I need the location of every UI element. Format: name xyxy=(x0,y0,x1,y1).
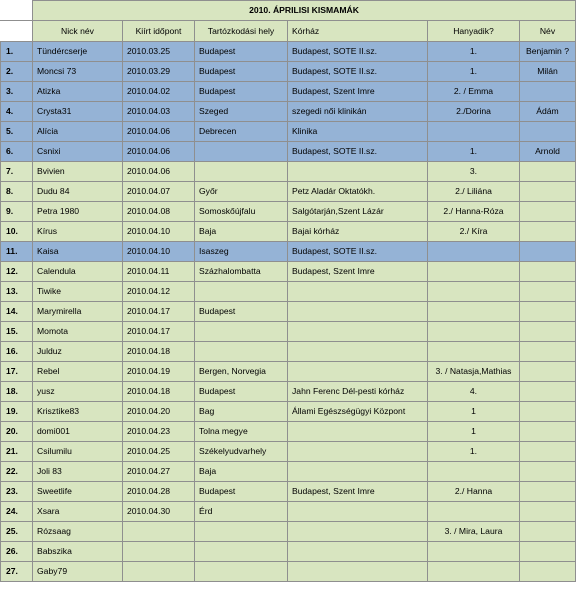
table-row xyxy=(1,242,576,262)
date-cell: 2010.04.02 xyxy=(123,82,195,102)
date-cell xyxy=(123,542,195,562)
header-date: Kiírt időpont xyxy=(123,21,195,42)
which-cell: 3. xyxy=(428,162,520,182)
date-cell: 2010.04.10 xyxy=(123,242,195,262)
row-number: 8. xyxy=(1,182,33,202)
hospital-cell xyxy=(288,542,428,562)
place-cell: Budapest xyxy=(195,42,288,62)
which-cell: 3. / Mira, Laura xyxy=(428,522,520,542)
hospital-cell: Salgótarján,Szent Lázár xyxy=(288,202,428,222)
place-cell: Győr xyxy=(195,182,288,202)
row-number: 3. xyxy=(1,82,33,102)
date-cell: 2010.04.17 xyxy=(123,322,195,342)
place-cell: Budapest xyxy=(195,62,288,82)
place-cell: Debrecen xyxy=(195,122,288,142)
row-number: 6. xyxy=(1,142,33,162)
row-number: 16. xyxy=(1,342,33,362)
which-cell: 2./ Liliána xyxy=(428,182,520,202)
table-row xyxy=(1,142,576,162)
table-title: 2010. ÁPRILISI KISMAMÁK xyxy=(33,1,576,21)
nick-cell: Rebel xyxy=(33,362,123,382)
row-number: 12. xyxy=(1,262,33,282)
place-cell xyxy=(195,542,288,562)
hospital-cell xyxy=(288,362,428,382)
name-cell xyxy=(520,562,576,582)
row-number: 15. xyxy=(1,322,33,342)
place-cell: Bag xyxy=(195,402,288,422)
hospital-cell xyxy=(288,422,428,442)
hospital-cell: Jahn Ferenc Dél-pesti kórház xyxy=(288,382,428,402)
header-place: Tartózkodási hely xyxy=(195,21,288,42)
date-cell: 2010.04.06 xyxy=(123,142,195,162)
which-cell xyxy=(428,342,520,362)
hospital-cell xyxy=(288,502,428,522)
table-row xyxy=(1,302,576,322)
name-cell xyxy=(520,462,576,482)
which-cell xyxy=(428,282,520,302)
header-name: Név xyxy=(520,21,576,42)
which-cell: 2./Dorina xyxy=(428,102,520,122)
header-corner xyxy=(1,21,33,42)
place-cell: Bergen, Norvegia xyxy=(195,362,288,382)
nick-cell: Moncsi 73 xyxy=(33,62,123,82)
which-cell xyxy=(428,262,520,282)
nick-cell: Joli 83 xyxy=(33,462,123,482)
which-cell: 2./ Kíra xyxy=(428,222,520,242)
place-cell: Érd xyxy=(195,502,288,522)
row-number: 2. xyxy=(1,62,33,82)
date-cell: 2010.04.11 xyxy=(123,262,195,282)
hospital-cell: Budapest, SOTE II.sz. xyxy=(288,142,428,162)
name-cell: Benjamin ? xyxy=(520,42,576,62)
table-row xyxy=(1,202,576,222)
name-cell xyxy=(520,242,576,262)
hospital-cell xyxy=(288,522,428,542)
nick-cell: Atizka xyxy=(33,82,123,102)
row-number: 4. xyxy=(1,102,33,122)
date-cell: 2010.04.18 xyxy=(123,382,195,402)
hospital-cell: Budapest, SOTE II.sz. xyxy=(288,42,428,62)
header-nick: Nick név xyxy=(33,21,123,42)
name-cell xyxy=(520,262,576,282)
row-number: 25. xyxy=(1,522,33,542)
place-cell: Budapest xyxy=(195,482,288,502)
name-cell: Milán xyxy=(520,62,576,82)
name-cell xyxy=(520,522,576,542)
place-cell: Székelyudvarhely xyxy=(195,442,288,462)
table-row xyxy=(1,502,576,522)
which-cell xyxy=(428,462,520,482)
nick-cell: Rózsaag xyxy=(33,522,123,542)
nick-cell: Julduz xyxy=(33,342,123,362)
name-cell xyxy=(520,162,576,182)
name-cell xyxy=(520,342,576,362)
place-cell xyxy=(195,562,288,582)
date-cell xyxy=(123,562,195,582)
date-cell: 2010.04.18 xyxy=(123,342,195,362)
table-row xyxy=(1,82,576,102)
hospital-cell xyxy=(288,302,428,322)
nick-cell: Marymirella xyxy=(33,302,123,322)
hospital-cell: szegedi női klinikán xyxy=(288,102,428,122)
name-cell xyxy=(520,202,576,222)
nick-cell: domi001 xyxy=(33,422,123,442)
name-cell: Arnold xyxy=(520,142,576,162)
date-cell: 2010.04.17 xyxy=(123,302,195,322)
nick-cell: Csilumilu xyxy=(33,442,123,462)
nick-cell: Crysta31 xyxy=(33,102,123,122)
hospital-cell: Bajai kórház xyxy=(288,222,428,242)
table-row xyxy=(1,382,576,402)
place-cell: Százhalombatta xyxy=(195,262,288,282)
table-row xyxy=(1,182,576,202)
hospital-cell xyxy=(288,342,428,362)
name-cell xyxy=(520,322,576,342)
nick-cell: Petra 1980 xyxy=(33,202,123,222)
date-cell xyxy=(123,522,195,542)
table-row xyxy=(1,522,576,542)
table-row xyxy=(1,442,576,462)
table-row xyxy=(1,462,576,482)
nick-cell: yusz xyxy=(33,382,123,402)
date-cell: 2010.04.30 xyxy=(123,502,195,522)
row-number: 17. xyxy=(1,362,33,382)
row-number: 19. xyxy=(1,402,33,422)
date-cell: 2010.04.20 xyxy=(123,402,195,422)
nick-cell: Tündércserje xyxy=(33,42,123,62)
date-cell: 2010.04.25 xyxy=(123,442,195,462)
name-cell xyxy=(520,282,576,302)
place-cell xyxy=(195,142,288,162)
table-row xyxy=(1,342,576,362)
row-number: 21. xyxy=(1,442,33,462)
name-cell xyxy=(520,122,576,142)
row-number: 18. xyxy=(1,382,33,402)
place-cell: Isaszeg xyxy=(195,242,288,262)
which-cell xyxy=(428,502,520,522)
row-number: 10. xyxy=(1,222,33,242)
which-cell: 1. xyxy=(428,42,520,62)
hospital-cell xyxy=(288,462,428,482)
table-row xyxy=(1,322,576,342)
table-row xyxy=(1,282,576,302)
hospital-cell: Budapest, SOTE II.sz. xyxy=(288,62,428,82)
which-cell: 1. xyxy=(428,142,520,162)
row-number: 14. xyxy=(1,302,33,322)
row-number: 5. xyxy=(1,122,33,142)
date-cell: 2010.04.07 xyxy=(123,182,195,202)
row-number: 22. xyxy=(1,462,33,482)
which-cell: 2. / Emma xyxy=(428,82,520,102)
nick-cell: Gaby79 xyxy=(33,562,123,582)
table-row xyxy=(1,102,576,122)
row-number: 9. xyxy=(1,202,33,222)
place-cell: Budapest xyxy=(195,82,288,102)
name-cell xyxy=(520,502,576,522)
name-cell xyxy=(520,402,576,422)
hospital-cell: Petz Aladár Oktatókh. xyxy=(288,182,428,202)
name-cell xyxy=(520,182,576,202)
table-row xyxy=(1,62,576,82)
table-row xyxy=(1,222,576,242)
name-cell xyxy=(520,382,576,402)
which-cell: 1 xyxy=(428,422,520,442)
nick-cell: Bvivien xyxy=(33,162,123,182)
date-cell: 2010.04.06 xyxy=(123,162,195,182)
place-cell: Szeged xyxy=(195,102,288,122)
hospital-cell xyxy=(288,162,428,182)
which-cell xyxy=(428,302,520,322)
which-cell xyxy=(428,542,520,562)
date-cell: 2010.04.23 xyxy=(123,422,195,442)
hospital-cell xyxy=(288,562,428,582)
which-cell: 3. / Natasja,Mathias xyxy=(428,362,520,382)
name-cell xyxy=(520,542,576,562)
hospital-cell: Állami Egészségügyi Központ xyxy=(288,402,428,422)
name-cell xyxy=(520,422,576,442)
which-cell xyxy=(428,242,520,262)
which-cell xyxy=(428,322,520,342)
date-cell: 2010.04.03 xyxy=(123,102,195,122)
name-cell xyxy=(520,82,576,102)
table-row xyxy=(1,262,576,282)
row-number: 24. xyxy=(1,502,33,522)
hospital-cell xyxy=(288,442,428,462)
hospital-cell: Budapest, Szent Imre xyxy=(288,82,428,102)
which-cell xyxy=(428,122,520,142)
place-cell xyxy=(195,522,288,542)
date-cell: 2010.04.28 xyxy=(123,482,195,502)
date-cell: 2010.04.27 xyxy=(123,462,195,482)
place-cell xyxy=(195,282,288,302)
row-number: 1. xyxy=(1,42,33,62)
date-cell: 2010.03.25 xyxy=(123,42,195,62)
header-row xyxy=(1,21,576,42)
which-cell: 1. xyxy=(428,442,520,462)
row-number: 23. xyxy=(1,482,33,502)
hospital-cell: Budapest, Szent Imre xyxy=(288,262,428,282)
nick-cell: Calendula xyxy=(33,262,123,282)
name-cell xyxy=(520,482,576,502)
place-cell xyxy=(195,162,288,182)
header-hospital: Kórház xyxy=(288,21,428,42)
date-cell: 2010.03.29 xyxy=(123,62,195,82)
nick-cell: Krisztike83 xyxy=(33,402,123,422)
place-cell xyxy=(195,342,288,362)
date-cell: 2010.04.08 xyxy=(123,202,195,222)
date-cell: 2010.04.19 xyxy=(123,362,195,382)
nick-cell: Dudu 84 xyxy=(33,182,123,202)
hospital-cell: Klinika xyxy=(288,122,428,142)
table-row xyxy=(1,482,576,502)
place-cell xyxy=(195,322,288,342)
row-number: 27. xyxy=(1,562,33,582)
table-row xyxy=(1,542,576,562)
row-number: 26. xyxy=(1,542,33,562)
nick-cell: Kírus xyxy=(33,222,123,242)
which-cell: 1 xyxy=(428,402,520,422)
table-row xyxy=(1,562,576,582)
table-row xyxy=(1,42,576,62)
place-cell: Budapest xyxy=(195,302,288,322)
which-cell: 2./ Hanna xyxy=(428,482,520,502)
hospital-cell: Budapest, Szent Imre xyxy=(288,482,428,502)
row-number: 7. xyxy=(1,162,33,182)
place-cell: Budapest xyxy=(195,382,288,402)
name-cell: Ádám xyxy=(520,102,576,122)
nick-cell: Csnixi xyxy=(33,142,123,162)
name-cell xyxy=(520,302,576,322)
nick-cell: Kaisa xyxy=(33,242,123,262)
row-number: 20. xyxy=(1,422,33,442)
name-cell xyxy=(520,442,576,462)
date-cell: 2010.04.06 xyxy=(123,122,195,142)
place-cell: Baja xyxy=(195,462,288,482)
nick-cell: Momota xyxy=(33,322,123,342)
nick-cell: Sweetlife xyxy=(33,482,123,502)
nick-cell: Tiwike xyxy=(33,282,123,302)
title-row xyxy=(1,1,576,21)
table-row xyxy=(1,422,576,442)
place-cell: Baja xyxy=(195,222,288,242)
row-number: 13. xyxy=(1,282,33,302)
header-which: Hanyadik? xyxy=(428,21,520,42)
which-cell xyxy=(428,562,520,582)
row-number: 11. xyxy=(1,242,33,262)
place-cell: Tolna megye xyxy=(195,422,288,442)
date-cell: 2010.04.12 xyxy=(123,282,195,302)
which-cell: 2./ Hanna-Róza xyxy=(428,202,520,222)
place-cell: Somoskőújfalu xyxy=(195,202,288,222)
date-cell: 2010.04.10 xyxy=(123,222,195,242)
hospital-cell xyxy=(288,322,428,342)
nick-cell: Babszika xyxy=(33,542,123,562)
nick-cell: Xsara xyxy=(33,502,123,522)
table-row xyxy=(1,402,576,422)
table-row xyxy=(1,122,576,142)
which-cell: 1. xyxy=(428,62,520,82)
table-row xyxy=(1,362,576,382)
which-cell: 4. xyxy=(428,382,520,402)
title-corner xyxy=(1,1,33,21)
name-cell xyxy=(520,222,576,242)
name-cell xyxy=(520,362,576,382)
nick-cell: Alícia xyxy=(33,122,123,142)
table-row xyxy=(1,162,576,182)
hospital-cell xyxy=(288,282,428,302)
hospital-cell: Budapest, SOTE II.sz. xyxy=(288,242,428,262)
